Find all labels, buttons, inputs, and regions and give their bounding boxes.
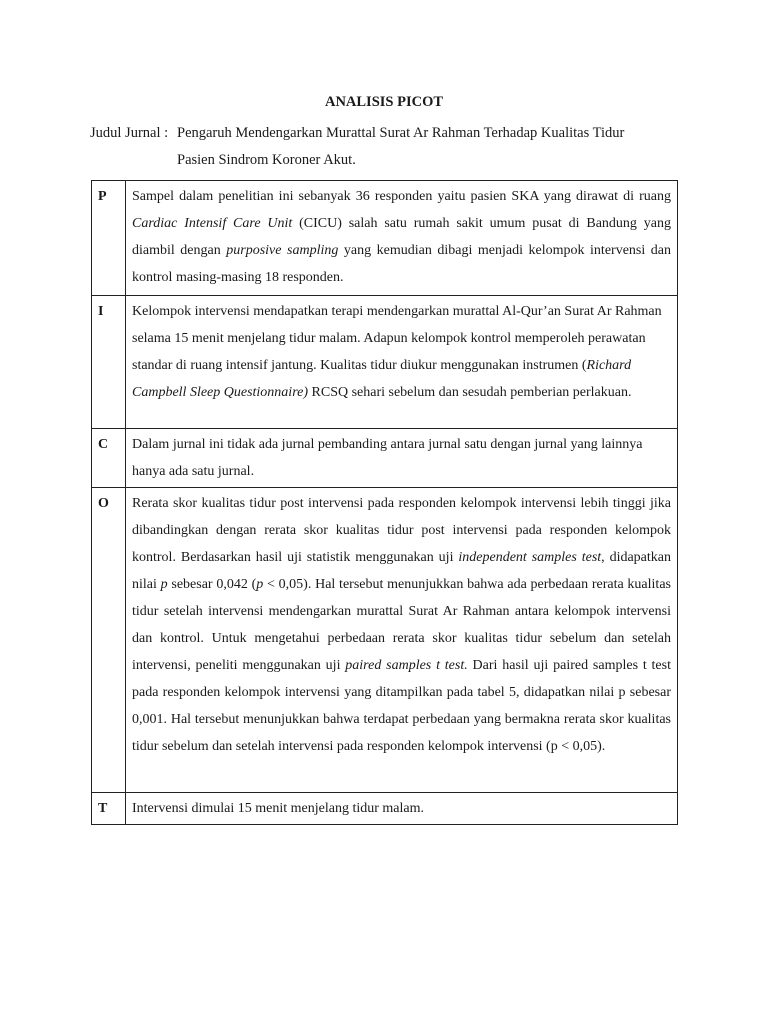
picot-key-p: P bbox=[92, 181, 126, 296]
o-text-1: Rerata skor kualitas tidur post intervensi pada responden kelompok intervensi lebih tinggi jika dibandingkan dengan rerata skor kualitas tidur post intervensi pada responden kelompok kontrol. Berdasarkan hasil uji statistik menggunakan uji bbox=[132, 496, 671, 565]
p-text-2: (CICU) salah satu rumah sakit umum pusat di Bandung yang diambil dengan bbox=[132, 216, 671, 258]
o-text-5: Dari hasil uji paired samples t test pada responden kelompok intervensi yang ditampilkan pada tabel 5, didapatkan nilai p sebesar 0,001. Hal tersebut menunjukkan bahwa terdapat perbedaan yang bermakna rerata skor kualitas tidur sebelum dan setelah intervensi pada responden kelompok intervensi (p < 0,05). bbox=[132, 658, 671, 754]
c-text-1: Dalam jurnal ini tidak ada jurnal pembanding antara jurnal satu dengan jurnal yang lainnya hanya ada satu jurnal. bbox=[132, 437, 643, 479]
p-italic-2: purposive sampling bbox=[226, 243, 339, 258]
journal-title-line-1: Pengaruh Mendengarkan Murattal Surat Ar Rahman Terhadap Kualitas Tidur bbox=[177, 125, 625, 141]
picot-value-t bbox=[126, 793, 678, 825]
picot-table bbox=[91, 180, 678, 825]
p-italic-1: Cardiac Intensif Care Unit bbox=[132, 216, 293, 231]
i-text-2: RCSQ sehari sebelum dan sesudah pemberian perlakuan. bbox=[308, 385, 632, 400]
picot-row-t bbox=[92, 793, 678, 825]
o-italic-3: p bbox=[256, 577, 264, 592]
journal-label: Judul Jurnal bbox=[90, 125, 161, 141]
o-italic-1: independent samples test bbox=[458, 550, 602, 565]
picot-key-o: O bbox=[92, 488, 126, 793]
i-italic-1: Richard Campbell Sleep Questionnaire) bbox=[132, 358, 632, 400]
p-text-3: yang kemudian dibagi menjadi kelompok intervensi dan kontrol masing-masing 18 responden. bbox=[132, 243, 671, 285]
i-text-1: Kelompok intervensi mendapatkan terapi mendengarkan murattal Al-Qur’an Surat Ar Rahman selama 15 menit menjelang tidur malam. Adapun kelompok kontrol memperoleh perawatan standar di ruang intensif jantung. Kualitas tidur diukur menggunakan instrumen ( bbox=[132, 304, 662, 373]
picot-key-c: C bbox=[92, 429, 126, 488]
picot-value-o bbox=[126, 488, 678, 793]
picot-row-i bbox=[92, 296, 678, 429]
o-text-4: < 0,05). Hal tersebut menunjukkan bahwa ada perbedaan rerata kualitas tidur setelah intervensi mendengarkan murattal Surat Ar Rahman antara kelompok intervensi dan kontrol. Untuk mengetahui perbedaan rerata skor kualitas tidur sebelum dan setelah intervensi, peneliti menggunakan uji bbox=[132, 577, 671, 673]
journal-label-group bbox=[90, 120, 177, 147]
picot-key-t: T bbox=[92, 793, 126, 825]
picot-row-p bbox=[92, 181, 678, 296]
picot-value-p bbox=[126, 181, 678, 296]
journal-title-line-2: Pasien Sindrom Koroner Akut. bbox=[177, 152, 356, 168]
document-title: ANALISIS PICOT bbox=[324, 94, 444, 110]
picot-value-i bbox=[126, 296, 678, 429]
p-text-1: Sampel dalam penelitian ini sebanyak 36 responden yaitu pasien SKA yang dirawat di ruang bbox=[132, 189, 671, 204]
picot-row-c bbox=[92, 429, 678, 488]
journal-separator: : bbox=[164, 125, 169, 141]
o-text-3: sebesar 0,042 ( bbox=[167, 577, 257, 592]
picot-value-c bbox=[126, 429, 678, 488]
o-italic-4: paired samples t test. bbox=[345, 658, 468, 673]
picot-key-i: I bbox=[92, 296, 126, 429]
t-text-1: Intervensi dimulai 15 menit menjelang tidur malam. bbox=[132, 801, 424, 816]
journal-title-block bbox=[90, 120, 690, 174]
o-italic-2: p bbox=[160, 577, 168, 592]
picot-row-o bbox=[92, 488, 678, 793]
o-text-2: , didapatkan nilai bbox=[132, 550, 672, 592]
